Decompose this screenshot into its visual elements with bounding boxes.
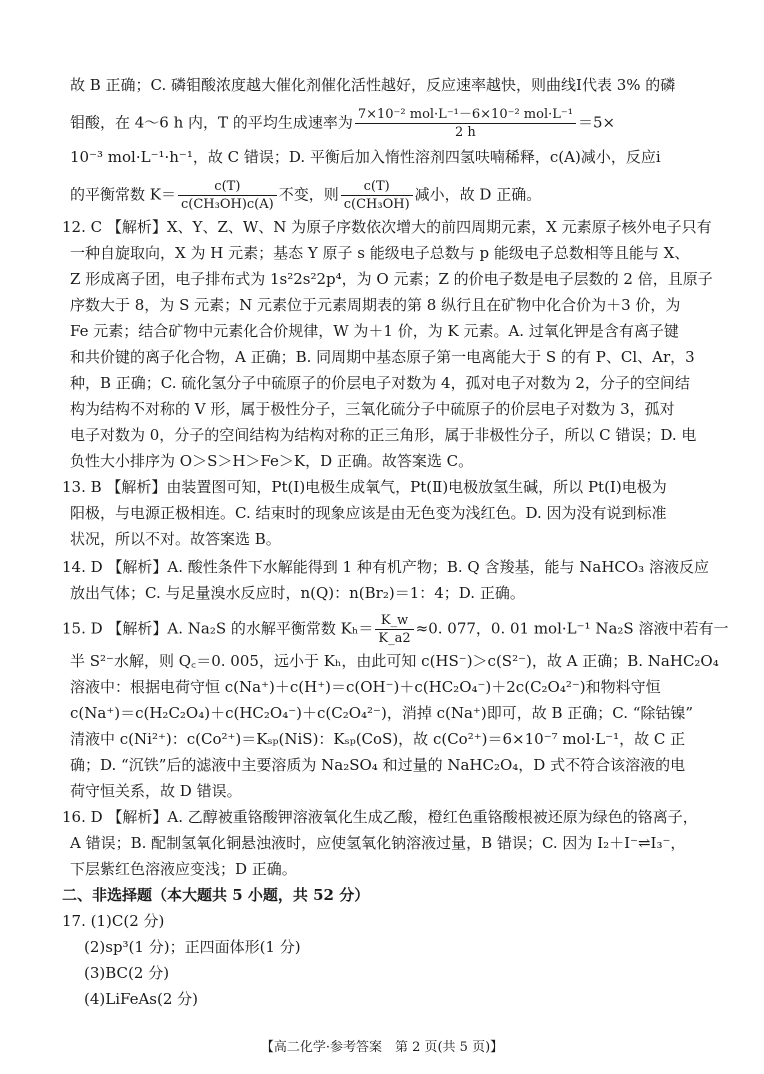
k-numerator: c(T) <box>178 180 277 196</box>
q14-line-2: 放出气体；C. 与足量溴水反应时，n(Q)：n(Br₂)＝1：4；D. 正确。 <box>70 584 525 602</box>
q16-line-3: 下层紫红色溶液应变浅；D 正确。 <box>70 860 297 878</box>
q12-line-5: Fe 元素；结合矿物中元素化合价规律，W 为＋1 价，为 K 元素。A. 过氧化钾是含有离子键 <box>70 322 679 340</box>
q12-line-6: 和共价键的离子化合物，A 正确；B. 同周期中基态原子第一电离能大于 S 的有 P、Cl、Ar，3 <box>70 348 695 366</box>
ratio-fraction <box>341 180 413 211</box>
q13-line-1: 13. B 【解析】由装置图可知，Pt(Ⅰ)电极生成氧气，Pt(Ⅱ)电极放氢生碱，所以 Pt(Ⅰ)电极为 <box>62 478 667 496</box>
q15-line-4: c(Na⁺)＝c(H₂C₂O₄)＋c(HC₂O₄⁻)＋c(C₂O₄²⁻)，消掉 c(Na⁺)即可，故 B 正确；C. “除钴镍” <box>70 704 694 722</box>
equilibrium-constant-fraction <box>178 180 277 211</box>
q14-line-1: 14. D 【解析】A. 酸性条件下水解能得到 1 种有机产物；B. Q 含羧基，能与 NaHCO₃ 溶液反应 <box>62 558 709 576</box>
q12-line-3: Z 形成离子团，电子排布式为 1s²2s²2p⁴，为 O 元素；Z 的价电子数是电子层数的 2 倍，且原子 <box>70 270 713 288</box>
q11-line-2 <box>70 108 615 139</box>
q13-line-3: 状况，所以不对。故答案选 B。 <box>70 530 281 548</box>
rate-numerator: 7×10⁻² mol·L⁻¹－6×10⁻² mol·L⁻¹ <box>355 108 576 124</box>
q12-line-2: 一种自旋取向，X 为 H 元素；基态 Y 原子 s 能级电子总数与 p 能级电子总数相等且能与 X、 <box>70 244 690 262</box>
q12-line-4: 序数大于 8，为 S 元素；N 元素位于元素周期表的第 8 纵行且在矿物中化合价为＋3 价，为 <box>70 296 681 314</box>
q11-line-3: 10⁻³ mol·L⁻¹·h⁻¹，故 C 错误；D. 平衡后加入惰性溶剂四氢呋喃稀释，c(A)减小，反应ⅰ <box>70 148 661 166</box>
q15-line-1 <box>62 614 728 645</box>
q11-line-4 <box>70 180 541 211</box>
ka2-denominator: K_a2 <box>378 631 411 646</box>
q11-rate-text: 钼酸，在 4～6 h 内，T 的平均生成速率为 <box>70 113 353 132</box>
q11-line-1: 故 B 正确；C. 磷钼酸浓度越大催化剂催化活性越好，反应速率越快，则曲线Ⅰ代表 3% 的磷 <box>70 76 676 94</box>
q16-line-2: A 错误；B. 配制氢氧化铜悬浊液时，应使氢氧化钠溶液过量，B 错误；C. 因为 I₂＋I⁻⇌I₃⁻， <box>70 834 686 852</box>
q12-line-7: 种，B 正确；C. 硫化氢分子中硫原子的价层电子对数为 4，孤对电子对数为 2，分子的空间结 <box>70 374 690 392</box>
q17-line-3: (3)BC(2 分) <box>84 964 170 982</box>
q13-line-2: 阳极，与电源正极相连。C. 结束时的现象应该是由无色变为浅红色。D. 因为没有说到标准 <box>70 504 667 522</box>
q15-line-3: 溶液中：根据电荷守恒 c(Na⁺)＋c(H⁺)＝c(OH⁻)＋c(HC₂O₄⁻)＋2c(C₂O₄²⁻)和物料守恒 <box>70 678 661 696</box>
kw-numerator: K_w <box>375 614 413 630</box>
k-mid-text: 不变，则 <box>278 185 339 204</box>
q15-line-2: 半 S²⁻水解，则 Q꜀＝0. 005，远小于 Kₕ，由此可知 c(HS⁻)＞c(S²⁻)，故 A 正确；B. NaHC₂O₄ <box>70 652 719 670</box>
k-conclusion-text: 减小，故 D 正确。 <box>414 185 542 204</box>
q15-line-5: 清液中 c(Ni²⁺)：c(Co²⁺)＝Kₛₚ(NiS)：Kₛₚ(CoS)，故 c(Co²⁺)＝6×10⁻⁷ mol·L⁻¹，故 C 正 <box>70 730 686 748</box>
q15-line-6: 确；D. “沉铁”后的滤液中主要溶质为 Na₂SO₄ 和过量的 NaHC₂O₄，D 式不符合该溶液的电 <box>70 756 686 774</box>
k-denominator: c(CH₃OH)c(A) <box>180 197 274 212</box>
q16-line-1: 16. D 【解析】A. 乙醇被重铬酸钾溶液氧化生成乙酸，橙红色重铬酸根被还原为绿色的铬离子， <box>62 808 698 826</box>
section-heading: 二、非选择题（本大题共 5 小题，共 52 分） <box>62 886 370 904</box>
q12-line-10: 负性大小排序为 O＞S＞H＞Fe＞K，D 正确。故答案选 C。 <box>70 452 474 470</box>
rate-denominator: 2 h <box>455 125 476 140</box>
hydrolysis-constant-fraction <box>375 614 413 645</box>
rate-result: ＝5× <box>577 113 616 132</box>
k-expression-text: 的平衡常数 K＝ <box>70 185 176 204</box>
q17-line-2: (2)sp³(1 分)；正四面体形(1 分) <box>84 938 301 956</box>
ratio-denominator: c(CH₃OH) <box>343 197 410 212</box>
q15-intro-text: 15. D 【解析】A. Na₂S 的水解平衡常数 Kₕ＝ <box>62 619 374 638</box>
q12-line-8: 构为结构不对称的 V 形，属于极性分子，三氧化硫分子中硫原子的价层电子对数为 3，孤对 <box>70 400 675 418</box>
rate-fraction <box>355 108 576 139</box>
q12-line-1: 12. C 【解析】X、Y、Z、W、N 为原子序数依次增大的前四周期元素，X 元素原子核外电子只有 <box>62 218 712 236</box>
ratio-numerator: c(T) <box>341 180 413 196</box>
page-footer: 【高二化学·参考答案 第 2 页(共 5 页)】 <box>260 1040 504 1055</box>
q17-line-4: (4)LiFeAs(2 分) <box>84 990 199 1008</box>
q12-line-9: 电子对数为 0，分子的空间结构为结构对称的正三角形，属于非极性分子，所以 C 错误；D. 电 <box>70 426 697 444</box>
q15-value-text: ≈0. 077，0. 01 mol·L⁻¹ Na₂S 溶液中若有一 <box>415 619 729 638</box>
q15-line-7: 荷守恒关系，故 D 错误。 <box>70 782 242 800</box>
q17-line-1: 17. (1)C(2 分) <box>62 912 165 930</box>
